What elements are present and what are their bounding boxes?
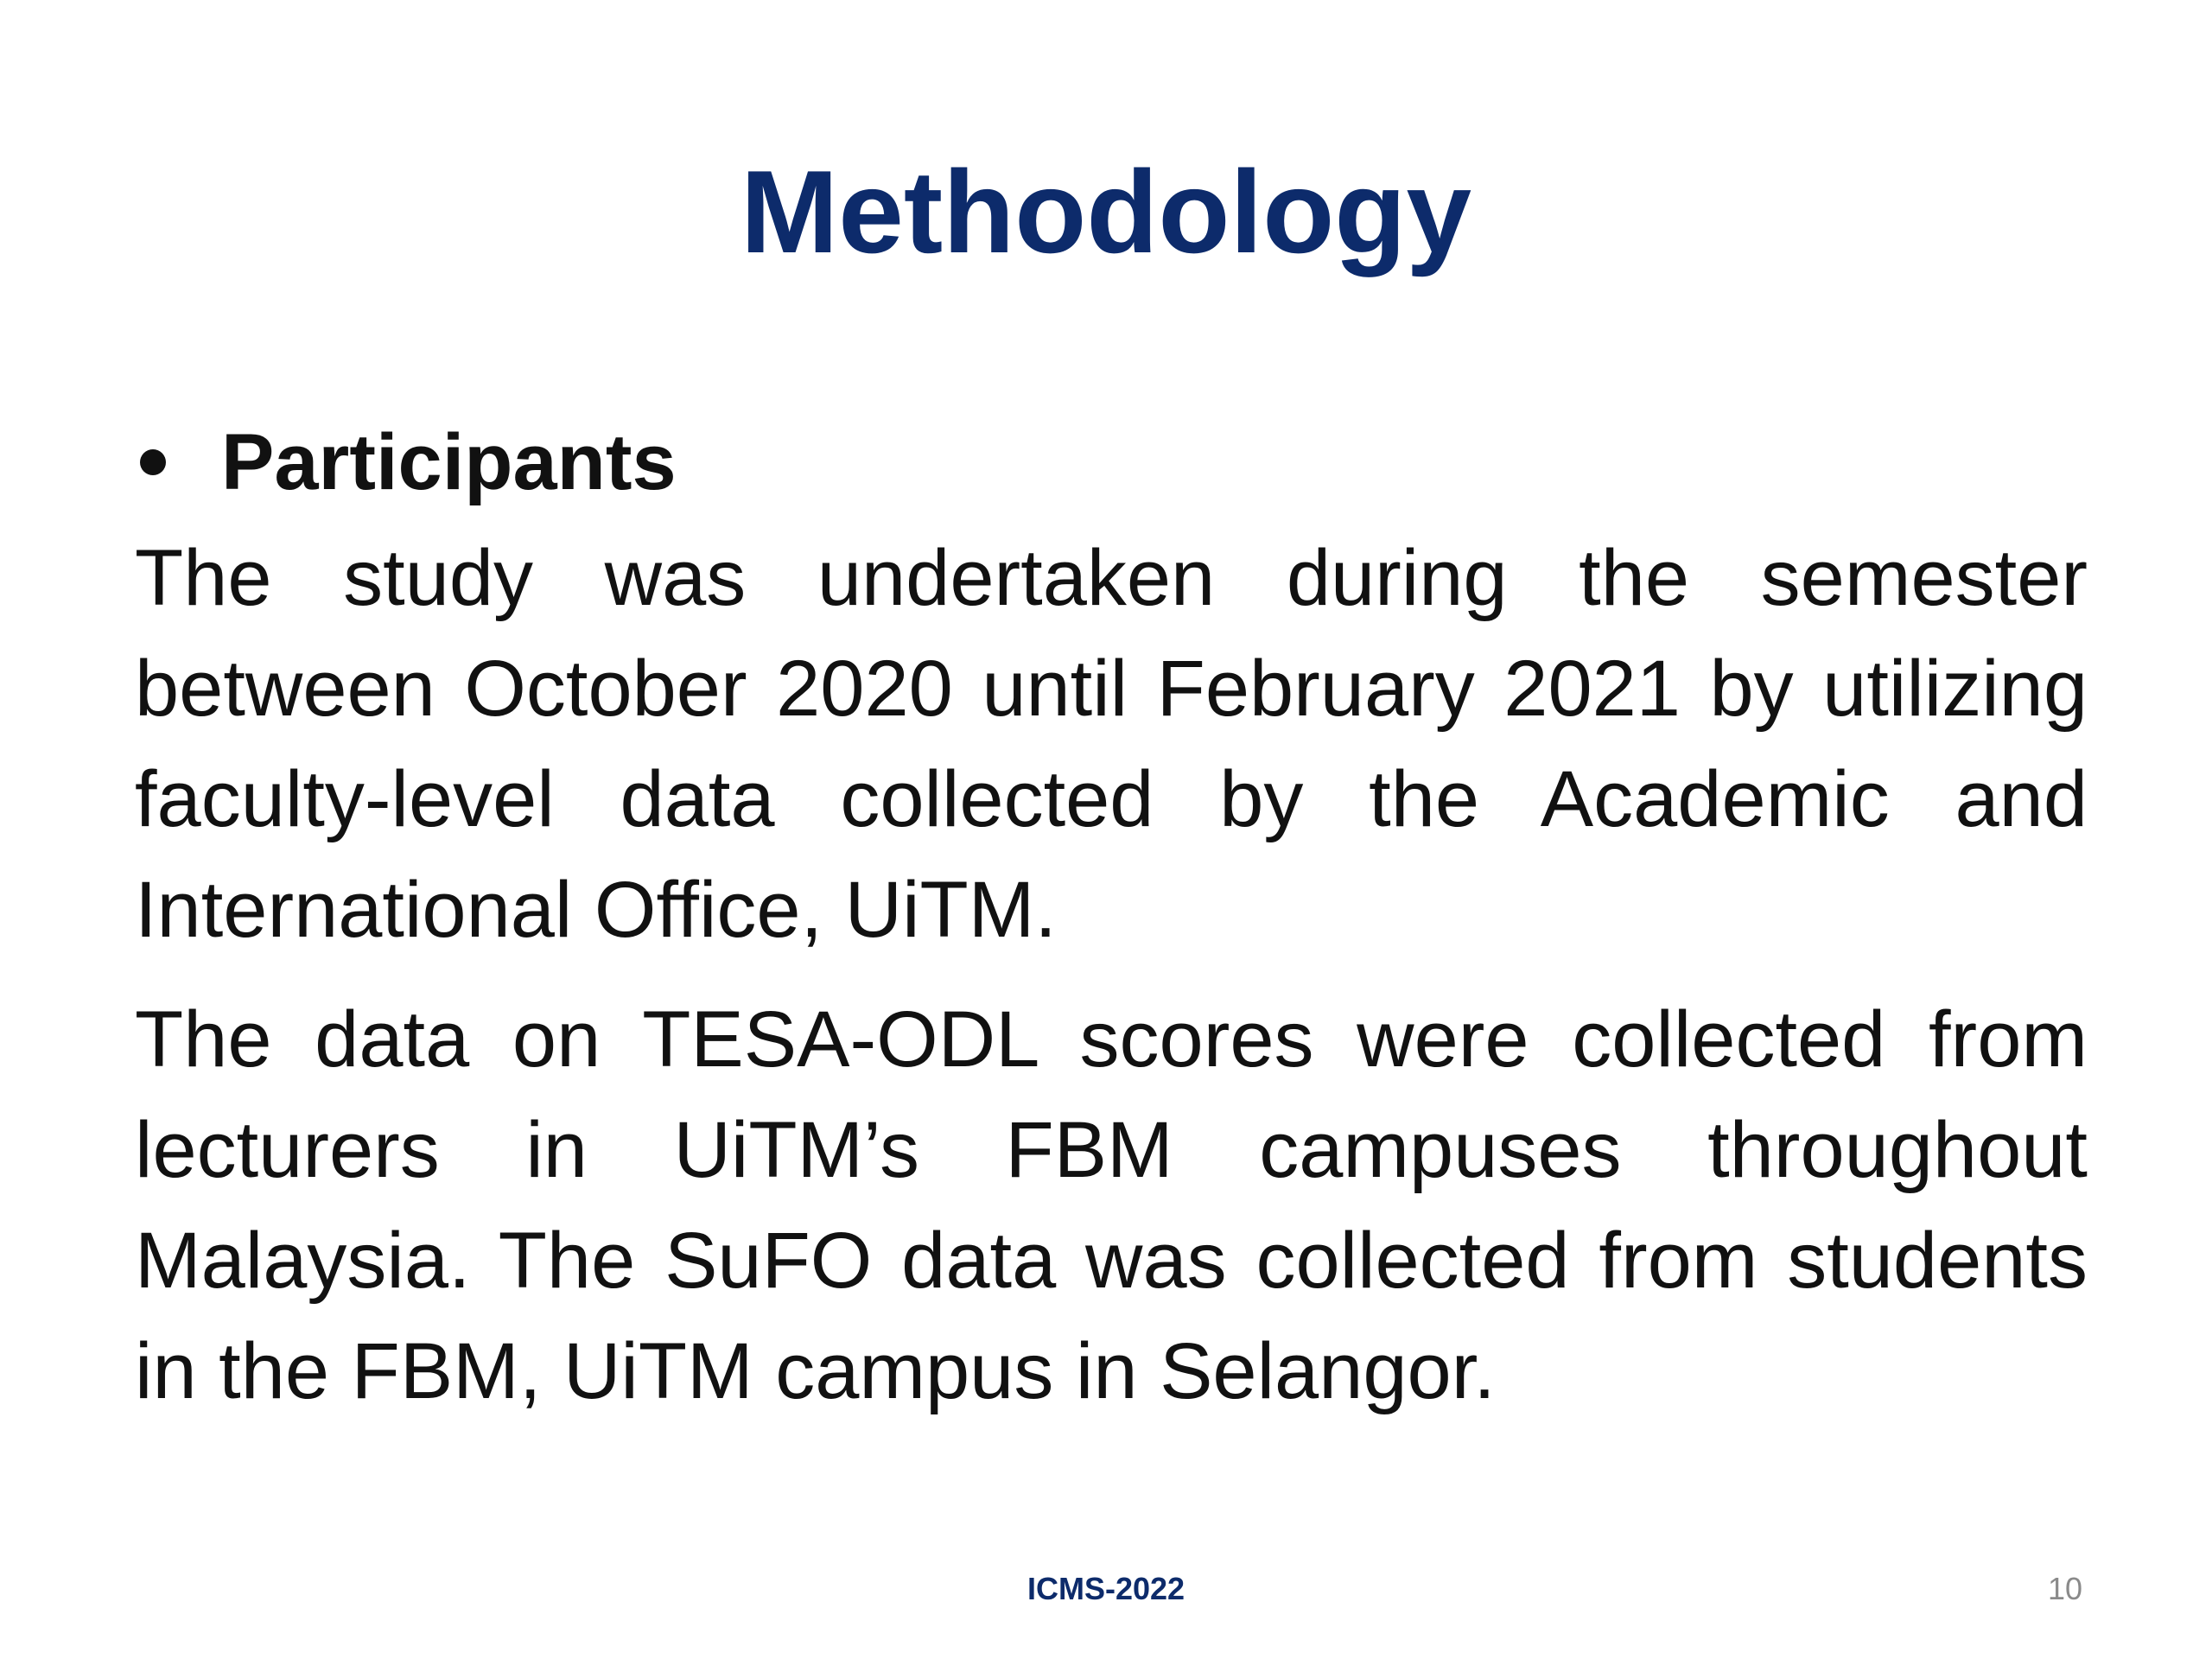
bullet-icon <box>140 449 166 475</box>
paragraph-study-period: The study was undertaken during the semester between October 2020 until February 2021 by utilizing faculty-level data collected by the Academic and International Office, UiTM. <box>135 534 2088 954</box>
footer-conference-label: ICMS-2022 <box>1027 1571 1185 1606</box>
slide-title: Methodology <box>740 146 1472 277</box>
bullet-item <box>135 410 2088 514</box>
bullet-label: Participants <box>221 418 677 506</box>
page-number: 10 <box>2047 1571 2082 1606</box>
paragraph-data-sources: The data on TESA-ODL scores were collected from lecturers in UiTM’s FBM campuses throughout Malaysia. The SuFO data was collected from students in the FBM, UiTM campus in Selangor. <box>135 995 2088 1415</box>
slide-content <box>135 410 2088 1427</box>
